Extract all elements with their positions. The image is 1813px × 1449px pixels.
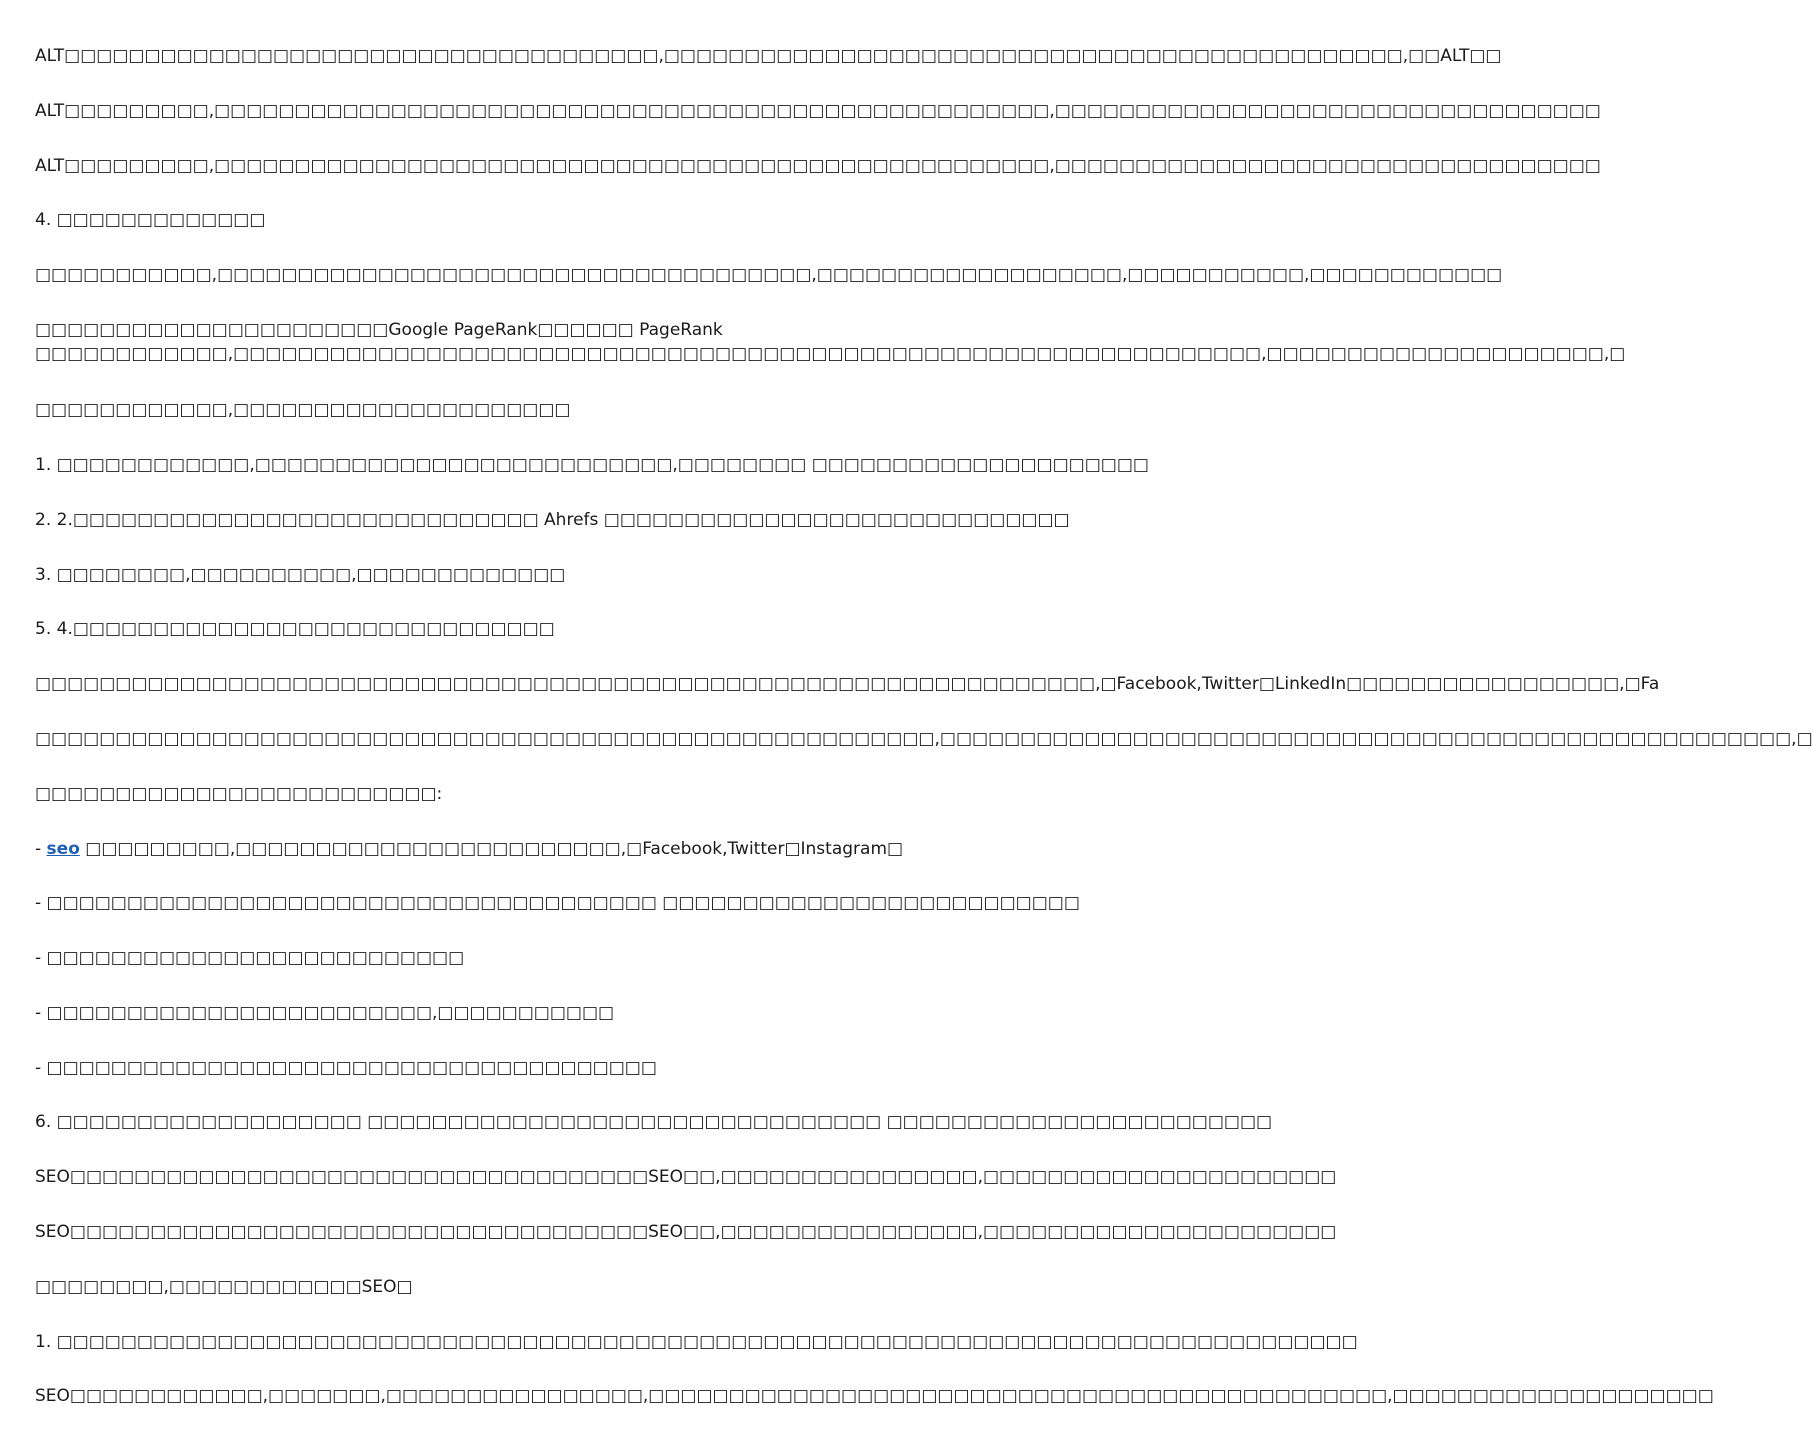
bullet-suffix: □□□□□□□□□,□□□□□□□□□□□□□□□□□□□□□□□□,□Facebook,Twitter□Instagram□ [79,839,904,859]
paragraph-social-1: □□□□□□□□□□□□□□□□□□□□□□□□□□□□□□□□□□□□□□□□□□□□□□□□□□□□□□□□□□□□□□□□□□,□Facebook,Twitter□LinkedIn□□□□□□□□□□□□□□□□□,□Fa [35,674,1660,694]
bullet-prefix: - [35,839,47,859]
seo-link[interactable]: seo [46,839,80,859]
section-heading-6: 6. □□□□□□□□□□□□□□□□□□□ □□□□□□□□□□□□□□□□□□□□□□□□□□□□□□□□ □□□□□□□□□□□□□□□□□□□□□□□□ [35,1112,1273,1132]
paragraph-pagerank-line-2: □□□□□□□□□□□□,□□□□□□□□□□□□□□□□□□□□□□□□□□□□□□□□□□□□□□□□□□□□□□□□□□□□□□□□□□□□□□□□,□□□□□□□□□□□□□□□□□□□□□,□ [35,344,1626,364]
document-page [35,0,1813,1449]
paragraph-seo-2: SEO□□□□□□□□□□□□□□□□□□□□□□□□□□□□□□□□□□□□SEO□□,□□□□□□□□□□□□□□□□,□□□□□□□□□□□□□□□□□□□□□□ [35,1222,1337,1242]
paragraph-social-2: □□□□□□□□□□□□□□□□□□□□□□□□□□□□□□□□□□□□□□□□□□□□□□□□□□□□□□□□,□□□□□□□□□□□□□□□□□□□□□□□□□□□□□□□□□□□□□□□□□□□□□□□□□□□□□,□ [35,729,1813,749]
paragraph-alt-3: ALT□□□□□□□□□,□□□□□□□□□□□□□□□□□□□□□□□□□□□□□□□□□□□□□□□□□□□□□□□□□□□□,□□□□□□□□□□□□□□□□□□□□□□□□□□□□□□□□□□ [35,156,1601,176]
paragraph-list-intro: □□□□□□□□□□□□□□□□□□□□□□□□□: [35,784,443,804]
bullet-item-5: - □□□□□□□□□□□□□□□□□□□□□□□□□□□□□□□□□□□□□□ [35,1058,657,1078]
bullet-item-3: - □□□□□□□□□□□□□□□□□□□□□□□□□□ [35,948,465,968]
list-item-2: 2. 2.□□□□□□□□□□□□□□□□□□□□□□□□□□□□□ Ahrefs □□□□□□□□□□□□□□□□□□□□□□□□□□□□□ [35,510,1070,530]
bullet-item-seo [35,837,989,861]
paragraph-summary: □□□□□□□□□□□□,□□□□□□□□□□□□□□□□□□□□□ [35,400,571,420]
list-item-1: 1. □□□□□□□□□□□□,□□□□□□□□□□□□□□□□□□□□□□□□□□,□□□□□□□□ □□□□□□□□□□□□□□□□□□□□□ [35,455,1149,475]
paragraph-alt-1: ALT□□□□□□□□□□□□□□□□□□□□□□□□□□□□□□□□□□□□□,□□□□□□□□□□□□□□□□□□□□□□□□□□□□□□□□□□□□□□□□□□□□□□,□□ALT□□ [35,46,1502,66]
list-item-3: 3. □□□□□□□□,□□□□□□□□□□,□□□□□□□□□□□□□ [35,565,566,585]
section-heading-4: 4. □□□□□□□□□□□□□ [35,210,266,230]
list-item-seo-1: 1. □□□□□□□□□□□□□□□□□□□□□□□□□□□□□□□□□□□□□□□□□□□□□□□□□□□□□□□□□□□□□□□□□□□□□□□□□□□□□□□□□ [35,1332,1358,1352]
paragraph-pagerank-line-1: □□□□□□□□□□□□□□□□□□□□□□Google PageRank□□□□□□ PageRank [35,320,723,340]
bullet-item-2: - □□□□□□□□□□□□□□□□□□□□□□□□□□□□□□□□□□□□□□ □□□□□□□□□□□□□□□□□□□□□□□□□□ [35,893,1080,913]
paragraph-pagerank [35,318,1626,366]
paragraph-seo-1: SEO□□□□□□□□□□□□□□□□□□□□□□□□□□□□□□□□□□□□SEO□□,□□□□□□□□□□□□□□□□,□□□□□□□□□□□□□□□□□□□□□□ [35,1167,1337,1187]
paragraph-intro: □□□□□□□□□□□,□□□□□□□□□□□□□□□□□□□□□□□□□□□□□□□□□□□□□,□□□□□□□□□□□□□□□□□□□,□□□□□□□□□□□,□□□□□□□□□□□□ [35,265,1503,285]
paragraph-seo-4: SEO□□□□□□□□□□□□,□□□□□□□,□□□□□□□□□□□□□□□□,□□□□□□□□□□□□□□□□□□□□□□□□□□□□□□□□□□□□□□□□□□□□□□,□□□□□□□□□□□□□□□□□□□□ [35,1386,1714,1406]
bullet-item-4: - □□□□□□□□□□□□□□□□□□□□□□□□,□□□□□□□□□□□ [35,1003,615,1023]
section-heading-5: 5. 4.□□□□□□□□□□□□□□□□□□□□□□□□□□□□□□ [35,619,555,639]
paragraph-alt-2: ALT□□□□□□□□□,□□□□□□□□□□□□□□□□□□□□□□□□□□□□□□□□□□□□□□□□□□□□□□□□□□□□,□□□□□□□□□□□□□□□□□□□□□□□□□□□□□□□□□□ [35,101,1601,121]
paragraph-seo-3: □□□□□□□□,□□□□□□□□□□□□SEO□ [35,1277,413,1297]
